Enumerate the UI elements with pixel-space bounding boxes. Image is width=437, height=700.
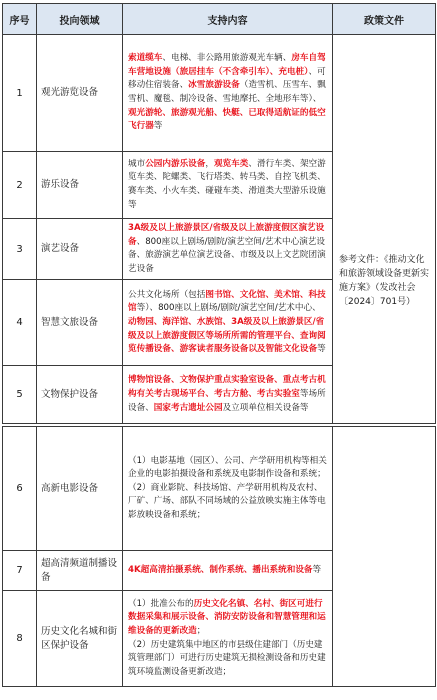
highlighted-text: 博物馆设备、文物保护重点实验室设备、重点考古机构有关考古现场平台、考古方舱、考古实验室 [128, 375, 326, 400]
highlighted-text: 索道缆车 [128, 53, 163, 64]
header-row [3, 4, 436, 35]
policy-cell [333, 35, 436, 424]
highlighted-text: 国家考古遗址公园 [153, 402, 223, 413]
row-number: 7 [3, 551, 37, 591]
row-number: 4 [3, 280, 37, 366]
header-index: 序号 [3, 4, 37, 35]
row-content [123, 152, 333, 219]
highlighted-text: 观光游轮、旅游观光船、快艇、已取得适航证的低空飞行器 [128, 107, 326, 132]
row-content [123, 35, 333, 152]
row-number: 8 [3, 591, 37, 687]
row-area: 超高清频道制播设备 [37, 551, 123, 591]
content-text: 等 [317, 344, 326, 355]
highlighted-text: 图书馆、文化馆、美术馆、科技馆 [128, 289, 326, 314]
row-number: 5 [3, 366, 37, 424]
empty-cell [333, 427, 436, 687]
table-row [3, 35, 436, 152]
row-number: 3 [3, 219, 37, 280]
content-text: ； [196, 625, 206, 636]
row-area: 演艺设备 [37, 219, 123, 280]
row-content [123, 591, 333, 687]
content-paragraph [128, 598, 328, 639]
content-text: （造雪机、压雪车、飘雪机、魔毯、制冷设备、雪地摩托、全地形车等）、 [128, 80, 326, 104]
content-paragraph [128, 639, 328, 680]
row-content [123, 219, 333, 280]
content-text: 、800座以上剧场/剧院/演艺空间/艺术中心演艺设备、旅游演艺单位演艺设备、市级及以上文艺院团演艺设备 [128, 236, 326, 274]
row-number: 1 [3, 35, 37, 152]
content-text: 公共文化场所（包括 [128, 289, 206, 300]
content-text: 等 [153, 121, 163, 132]
row-content [123, 427, 333, 551]
highlighted-text: 4K超高清拍摄系统、制作系统、播出系统和设备 [128, 564, 313, 575]
highlighted-text: 观览车类 [213, 158, 249, 169]
content-text: ， [205, 158, 214, 169]
row-area: 观光游览设备 [37, 35, 123, 152]
table-row [3, 427, 436, 551]
content-text: 城市 [128, 158, 146, 169]
row-area: 历史文化名城和街区保护设备 [37, 591, 123, 687]
content-text: 等场所设备、 [128, 389, 326, 413]
content-text: （2）商业影院、科技场馆、产学研用机构及农村、厂矿、广场、部队不同场域的公益放映实施主体等电影放映设备和系统； [128, 482, 326, 520]
content-text: 等）、800座以上剧场/剧院/演艺空间/艺术中心、 [136, 303, 321, 314]
row-content [123, 366, 333, 424]
row-area: 智慧文旅设备 [37, 280, 123, 366]
header-policy: 政策文件 [333, 4, 436, 35]
content-text: 、可移动住宿装备、 [128, 66, 326, 91]
content-paragraph [128, 482, 328, 523]
policy-text: 参考文件：《推动文化和旅游领域设备更新实施方案》（发改社会〔2024〕701号） [339, 255, 430, 308]
content-paragraph [128, 455, 328, 482]
content-text: （2）历史建筑集中地区的市县级住建部门（历史建筑管理部门）可进行历史建筑无损检测设备和历史建筑环境监测设备更新改造； [128, 639, 326, 677]
highlighted-text: 动物园、海洋馆、水族馆、3A级及以上旅游景区/省级及以上旅游度假区等场所所需的管理平台、查询阅览传播设备、游客读者服务设备以及智能文化设备 [128, 317, 326, 355]
row-area: 文物保护设备 [37, 366, 123, 424]
row-number: 2 [3, 152, 37, 219]
highlighted-text: 历史文化名镇、名村、街区可进行数据采集和展示设备、消防安防设备和智慧管理和运维设备的更新改造 [128, 598, 326, 636]
row-content [123, 551, 333, 591]
row-number: 6 [3, 427, 37, 551]
highlighted-text: 房车自驾车营地设施（旅居挂车（不含牵引车）、充电桩） [128, 53, 326, 77]
content-text: 及立项单位相关设备等 [222, 402, 309, 413]
row-content [123, 280, 333, 366]
content-paragraph [128, 564, 328, 578]
content-text: （1）批准公布的 [128, 598, 194, 609]
support-table-1 [2, 3, 436, 424]
content-text: 、电梯、非公路用旅游观光车辆、 [162, 53, 292, 64]
content-text: 等 [312, 564, 322, 575]
highlighted-text: 公园内游乐设备 [145, 158, 206, 169]
highlighted-text: 冰雪旅游设备 [188, 80, 240, 91]
row-area: 高新电影设备 [37, 427, 123, 551]
header-area: 投向领域 [37, 4, 123, 35]
header-content: 支持内容 [123, 4, 333, 35]
row-area: 游乐设备 [37, 152, 123, 219]
content-text: （1）电影基地（园区）、公司、产学研用机构等相关企业的电影拍摄设备和系统及电影制作设备和系统； [128, 455, 327, 480]
content-text: 、滑行车类、架空游览车类、陀螺类、飞行塔类、转马类、自控飞机类、赛车类、小火车类、碰碰车类、滑道类大型游乐设施等 [128, 158, 326, 210]
highlighted-text: 3A级及以上旅游景区/省级及以上旅游度假区演艺设备 [128, 223, 325, 247]
support-table-2 [2, 426, 436, 687]
